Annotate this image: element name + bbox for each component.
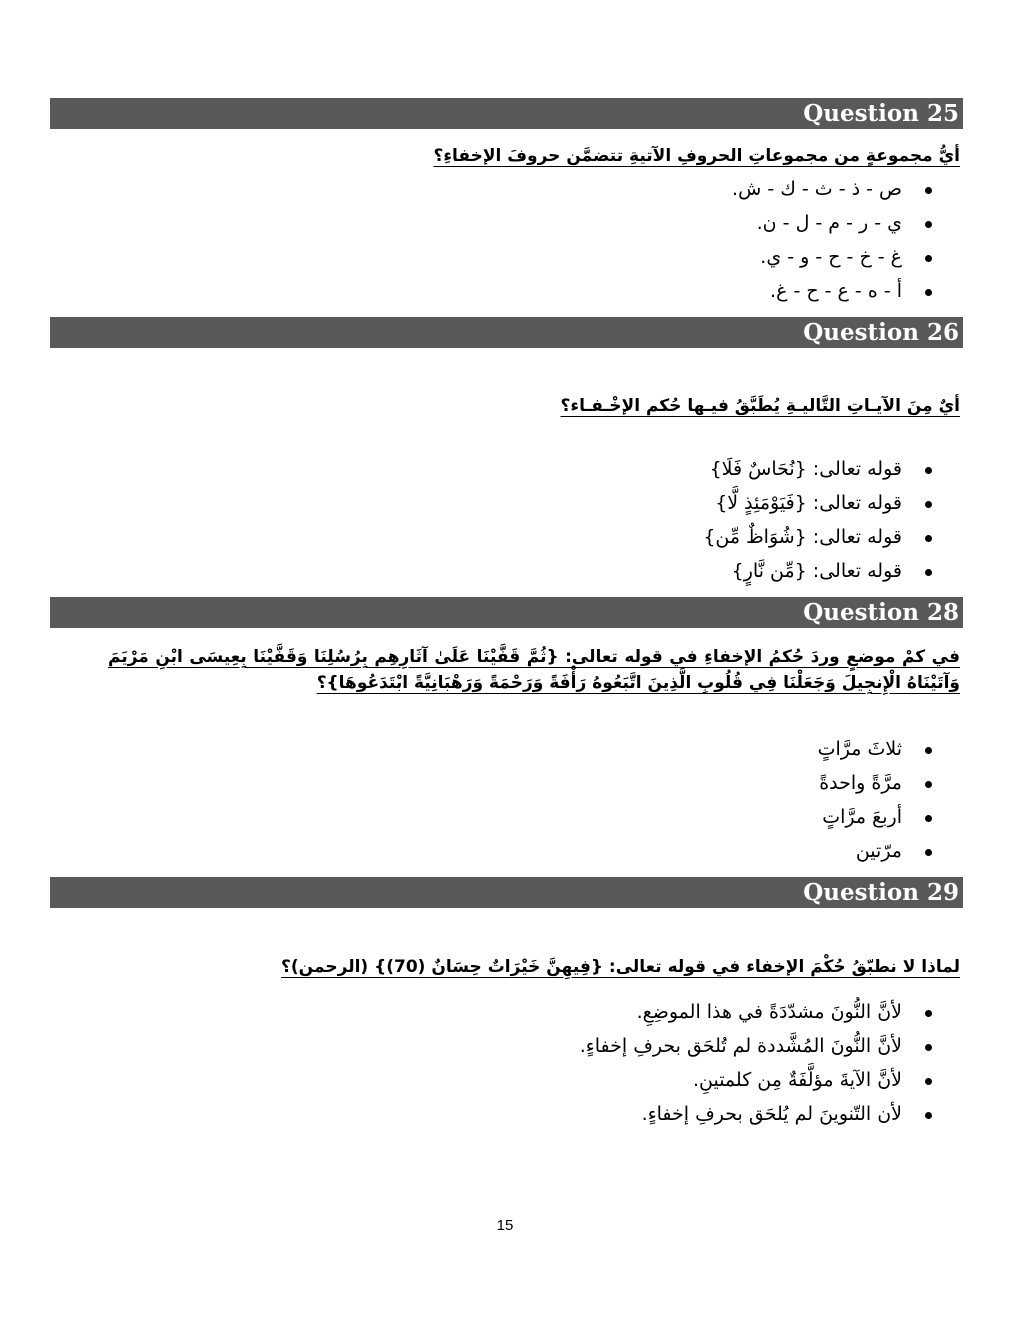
question-header-bar [50, 877, 963, 908]
option-item[interactable] [818, 802, 902, 836]
option-item[interactable] [732, 242, 902, 276]
option-item[interactable] [732, 208, 902, 242]
bullet-icon [925, 187, 932, 194]
option-item[interactable] [580, 1099, 902, 1133]
question-header-bar [50, 98, 963, 129]
option-label: مرَّةً واحدةً [819, 772, 902, 794]
bullet-icon [925, 535, 932, 542]
option-label: قوله تعالى: {نُحَاسٌ فَلَا} [709, 458, 902, 480]
bullet-icon [925, 221, 932, 228]
options-list [580, 997, 902, 1133]
bullet-icon [925, 1078, 932, 1085]
option-item[interactable] [580, 997, 902, 1031]
bullet-icon [925, 1010, 932, 1017]
option-item[interactable] [703, 522, 902, 556]
bullet-icon [925, 747, 932, 754]
question-title: Question 28 [803, 599, 959, 626]
option-label: أربعَ مرَّاتٍ [822, 806, 902, 828]
question-text: أيٌ مِنَ الآيـاتِ التَّاليـةِ يُطَبَّقُ فيـها حُكم الإخْـفـاء؟ [560, 396, 960, 416]
option-item[interactable] [732, 276, 902, 310]
bullet-icon [925, 781, 932, 788]
option-item[interactable] [818, 836, 902, 870]
option-item[interactable] [703, 488, 902, 522]
option-label: غ - خ - ح - و - ي. [760, 246, 902, 268]
option-label: قوله تعالى: {شُوَاظٌ مِّن} [703, 526, 902, 548]
option-label: لأنَّ الآيةَ مؤلَّفَةٌ مِن كلمتينِ. [692, 1069, 902, 1091]
option-item[interactable] [818, 768, 902, 802]
option-label: ثلاثَ مرَّاتٍ [817, 738, 902, 760]
bullet-icon [925, 255, 932, 262]
option-label: أ - ه - ع - ح - غ. [770, 280, 902, 302]
question-text: أيُّ مجموعةٍ من مجموعاتِ الحروفِ الآتيةِ تتضمَّن حروفَ الإخفاءِ؟ [433, 146, 960, 166]
option-label: ي - ر - م - ل - ن. [756, 212, 902, 234]
bullet-icon [925, 849, 932, 856]
page-number: 15 [496, 1217, 514, 1234]
option-label: قوله تعالى: {مِّن نَّارٍ} [731, 560, 902, 582]
option-label: لأنَّ النُّونَ مشدّدَةً في هذا الموضِعِ. [636, 1001, 902, 1023]
options-list [703, 454, 902, 590]
options-list [818, 734, 902, 870]
bullet-icon [925, 501, 932, 508]
bullet-icon [925, 1112, 932, 1119]
bullet-icon [925, 467, 932, 474]
bullet-icon [925, 815, 932, 822]
options-list [732, 174, 902, 310]
option-label: لأن التّنوينَ لم يُلحَق بحرفِ إخفاءٍ. [641, 1103, 902, 1125]
option-label: ص - ذ - ث - ك - ش. [732, 178, 902, 200]
option-item[interactable] [818, 734, 902, 768]
option-item[interactable] [732, 174, 902, 208]
question-header-bar [50, 597, 963, 628]
bullet-icon [925, 1044, 932, 1051]
bullet-icon [925, 569, 932, 576]
option-label: قوله تعالى: {فَيَوْمَئِذٍ لَّا} [715, 492, 902, 514]
question-title: Question 25 [803, 100, 959, 127]
question-text: لماذا لا نطبّقُ حُكْمَ الإخفاء في قوله تعالى: {فِيهِنَّ خَيْرَاتٌ حِسَانٌ (70)} (الرحمن)؟ [281, 957, 960, 977]
option-label: مرّتين [855, 840, 902, 862]
option-item[interactable] [580, 1031, 902, 1065]
question-header-bar [50, 317, 963, 348]
question-title: Question 26 [803, 319, 959, 346]
option-label: لأنَّ النُّونَ المُشَّددة لم تُلحَق بحرفِ إخفاءٍ. [579, 1035, 902, 1057]
option-item[interactable] [580, 1065, 902, 1099]
bullet-icon [925, 289, 932, 296]
question-title: Question 29 [803, 879, 959, 906]
question-text: في كمْ موضعٍ وردَ حُكمُ الإخفاءِ في قوله تعالى: {ثُمَّ قَفَّيْنَا عَلَىٰ آثَارِهِم بِرُسُلِنَا وَقَفَّيْنَا بِعِيسَى ابْنِ مَرْيَمَ وَآتَيْنَاهُ الْإِنجِيلَ وَجَعَلْنَا فِي قُلُوبِ الَّذِينَ اتَّبَعُوهُ رَأْفَةً وَرَحْمَةً وَرَهْبَانِيَّةً ابْتَدَعُوهَا}؟ [108, 647, 960, 693]
option-item[interactable] [703, 556, 902, 590]
option-item[interactable] [703, 454, 902, 488]
